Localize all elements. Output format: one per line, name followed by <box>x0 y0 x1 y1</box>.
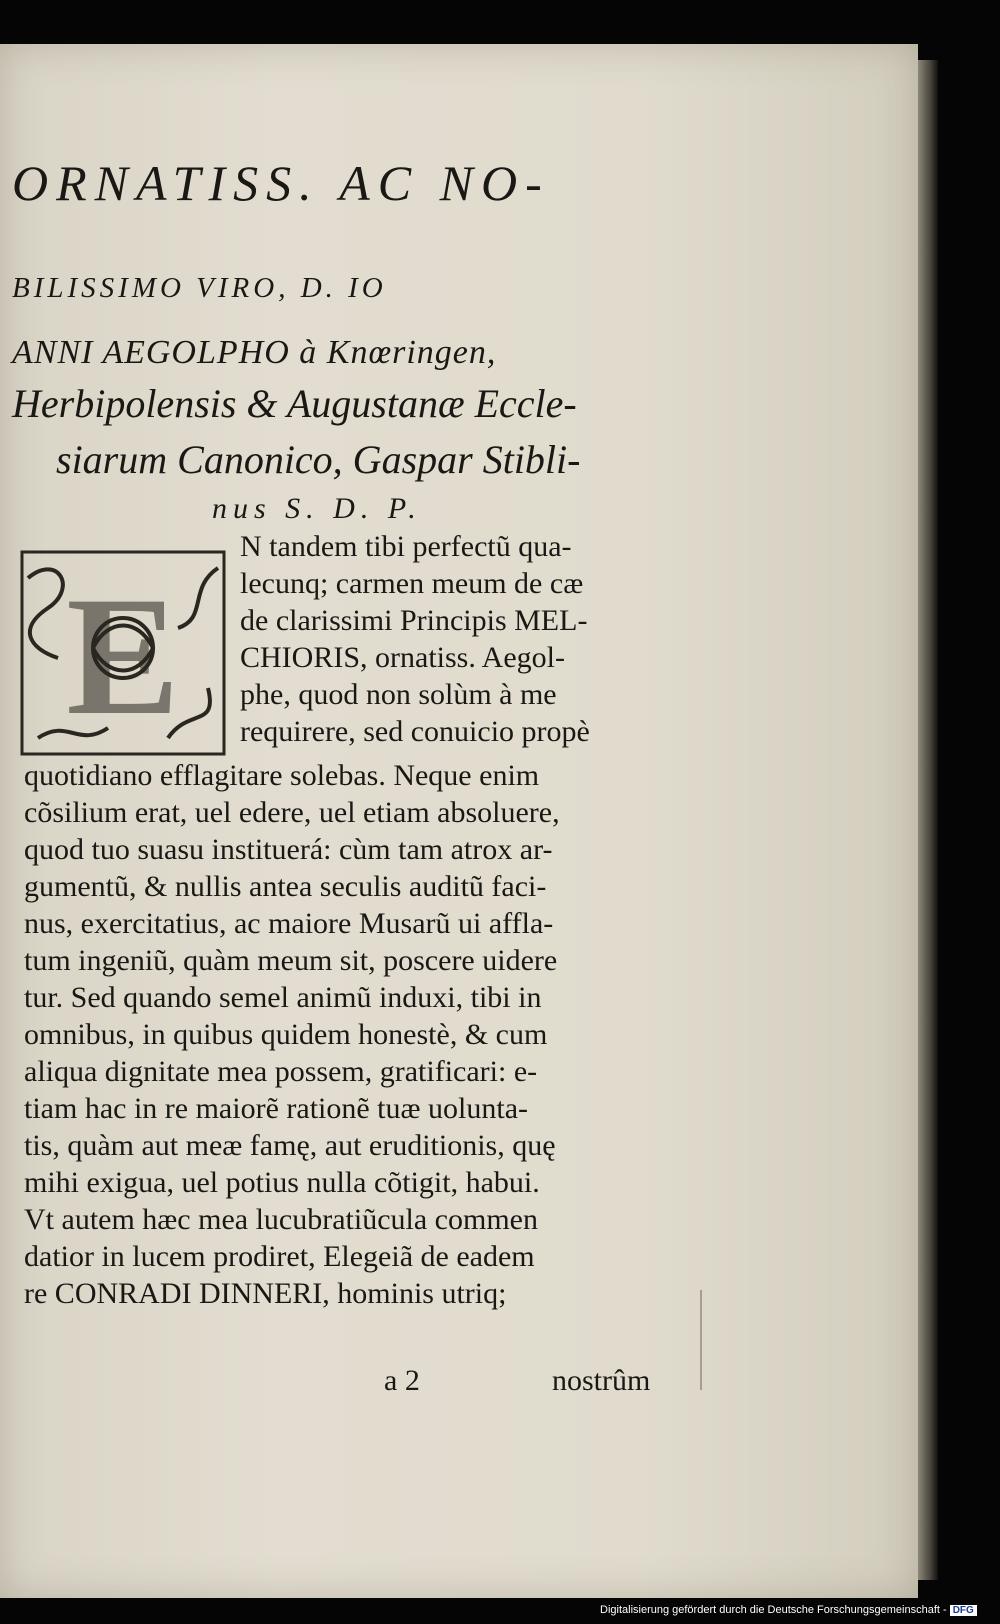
signature-mark: a 2 <box>384 1364 420 1397</box>
initial-letter: E <box>66 562 180 750</box>
dfg-logo-icon: DFG <box>950 1605 977 1616</box>
body-line-10: gumentũ, & nullis antea seculis auditũ faci- <box>24 870 547 903</box>
body-line-21: re CONRADI DINNERI, hominis utriq; <box>24 1277 507 1310</box>
body-line-12: tum ingeniũ, quàm meum sit, poscere uidere <box>24 944 558 977</box>
body-line-3: de clarissimi Principis MEL- <box>240 604 588 637</box>
gutter-line <box>700 1290 702 1390</box>
decorated-initial-icon <box>18 548 228 758</box>
heading-line-4: Herbipolensis & Augustanæ Eccle- <box>12 381 577 426</box>
footer-text: Digitalisierung gefördert durch die Deutsche Forschungsgemeinschaft - <box>600 1604 947 1616</box>
heading-line-6: nus S. D. P. <box>212 492 422 525</box>
body-line-15: aliqua dignitate mea possem, gratificari: e- <box>24 1055 538 1088</box>
heading-line-3: ANNI AEGOLPHO à Knœringen, <box>12 334 497 371</box>
body-line-14: omnibus, in quibus quidem honestè, & cum <box>24 1018 548 1051</box>
body-line-16: tiam hac in re maiorẽ rationẽ tuæ uolunta- <box>24 1092 528 1125</box>
body-line-11: nus, exercitatius, ac maiore Musarũ ui affla- <box>24 907 554 940</box>
body-line-8: cõsilium erat, uel edere, uel etiam absoluere, <box>24 796 560 829</box>
catchword: nostrûm <box>552 1364 651 1397</box>
heading-line-1: ORNATISS. AC NO- <box>12 155 550 211</box>
heading-line-5: siarum Canonico, Gaspar Stibli- <box>56 437 581 482</box>
page-edge <box>918 60 938 1580</box>
body-line-2: lecunq; carmen meum de cæ <box>240 567 584 600</box>
body-line-6: requirere, sed conuicio propè <box>240 715 590 748</box>
body-line-13: tur. Sed quando semel animũ induxi, tibi in <box>24 981 542 1014</box>
body-line-9: quod tuo suasu instituerá: cùm tam atrox ar- <box>24 833 553 866</box>
body-line-17: tis, quàm aut meæ famę, aut eruditionis, quę <box>24 1129 556 1162</box>
digitization-footer <box>600 1604 977 1620</box>
heading-line-2: BILISSIMO VIRO, D. IO <box>12 272 387 304</box>
body-line-4: CHIORIS, ornatiss. Aegol- <box>240 641 565 674</box>
body-line-19: Vt autem hæc mea lucubratiũcula commen <box>24 1203 538 1236</box>
body-line-5: phe, quod non solùm à me <box>240 678 557 711</box>
body-line-1: N tandem tibi perfectũ qua- <box>240 530 572 563</box>
body-line-20: datior in lucem prodiret, Elegeiã de eadem <box>24 1240 535 1273</box>
body-line-18: mihi exigua, uel potius nulla cõtigit, habui. <box>24 1166 540 1199</box>
body-line-7: quotidiano efflagitare solebas. Neque enim <box>24 759 540 792</box>
